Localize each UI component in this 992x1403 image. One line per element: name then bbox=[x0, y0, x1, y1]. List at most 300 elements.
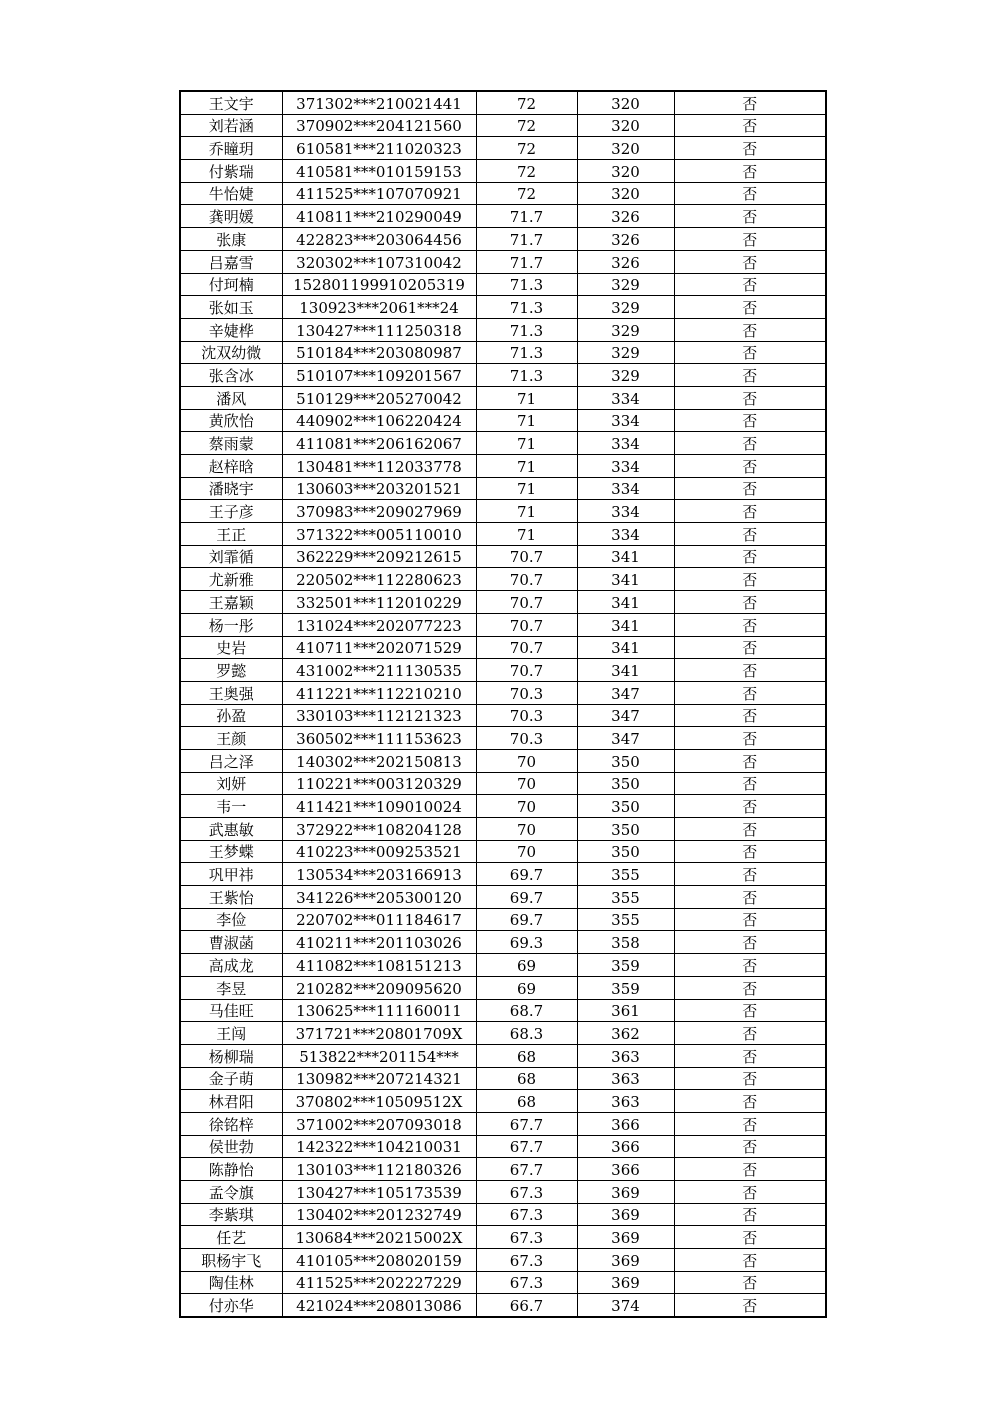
status-cell: 否 bbox=[674, 1112, 826, 1135]
rank-cell: 366 bbox=[577, 1112, 674, 1135]
status-cell: 否 bbox=[674, 91, 826, 114]
candidate-name-cell: 赵梓晗 bbox=[180, 455, 282, 478]
rank-cell: 341 bbox=[577, 636, 674, 659]
candidate-name-cell: 王颜 bbox=[180, 727, 282, 750]
rank-cell: 326 bbox=[577, 205, 674, 228]
score-cell: 70.7 bbox=[476, 636, 577, 659]
table-row bbox=[180, 636, 826, 659]
score-cell: 70 bbox=[476, 840, 577, 863]
candidate-name-cell: 吕之泽 bbox=[180, 749, 282, 772]
rank-cell: 329 bbox=[577, 364, 674, 387]
status-cell: 否 bbox=[674, 477, 826, 500]
id-number-cell: 142322***104210031 bbox=[282, 1135, 476, 1158]
candidate-name-cell: 王嘉颖 bbox=[180, 591, 282, 614]
table-row bbox=[180, 1294, 826, 1317]
status-cell: 否 bbox=[674, 659, 826, 682]
table-row bbox=[180, 749, 826, 772]
status-cell: 否 bbox=[674, 818, 826, 841]
table-row bbox=[180, 296, 826, 319]
rank-cell: 350 bbox=[577, 818, 674, 841]
rank-cell: 320 bbox=[577, 91, 674, 114]
table-row bbox=[180, 250, 826, 273]
candidate-name-cell: 杨柳瑞 bbox=[180, 1044, 282, 1067]
id-number-cell: 130427***111250318 bbox=[282, 318, 476, 341]
score-cell: 71 bbox=[476, 455, 577, 478]
status-cell: 否 bbox=[674, 908, 826, 931]
candidate-name-cell: 林君阳 bbox=[180, 1090, 282, 1113]
score-cell: 71.7 bbox=[476, 228, 577, 251]
table-row bbox=[180, 182, 826, 205]
id-number-cell: 510184***203080987 bbox=[282, 341, 476, 364]
id-number-cell: 422823***203064456 bbox=[282, 228, 476, 251]
status-cell: 否 bbox=[674, 137, 826, 160]
rank-cell: 355 bbox=[577, 863, 674, 886]
id-number-cell: 130923***2061***24 bbox=[282, 296, 476, 319]
table-row bbox=[180, 795, 826, 818]
id-number-cell: 130427***105173539 bbox=[282, 1181, 476, 1204]
candidate-name-cell: 王文宇 bbox=[180, 91, 282, 114]
rank-cell: 341 bbox=[577, 591, 674, 614]
id-number-cell: 220702***011184617 bbox=[282, 908, 476, 931]
id-number-cell: 410581***010159153 bbox=[282, 160, 476, 183]
id-number-cell: 130481***112033778 bbox=[282, 455, 476, 478]
table-row bbox=[180, 1249, 826, 1272]
table-row bbox=[180, 455, 826, 478]
candidate-name-cell: 李俭 bbox=[180, 908, 282, 931]
candidate-name-cell: 刘妍 bbox=[180, 772, 282, 795]
status-cell: 否 bbox=[674, 1044, 826, 1067]
score-cell: 72 bbox=[476, 91, 577, 114]
rank-cell: 369 bbox=[577, 1181, 674, 1204]
status-cell: 否 bbox=[674, 432, 826, 455]
status-cell: 否 bbox=[674, 749, 826, 772]
status-cell: 否 bbox=[674, 999, 826, 1022]
candidate-name-cell: 张含冰 bbox=[180, 364, 282, 387]
candidate-name-cell: 李昱 bbox=[180, 976, 282, 999]
status-cell: 否 bbox=[674, 364, 826, 387]
table-row bbox=[180, 818, 826, 841]
status-cell: 否 bbox=[674, 455, 826, 478]
id-number-cell: 370802***10509512X bbox=[282, 1090, 476, 1113]
table-row bbox=[180, 908, 826, 931]
score-cell: 71.3 bbox=[476, 318, 577, 341]
id-number-cell: 421024***208013086 bbox=[282, 1294, 476, 1317]
id-number-cell: 210282***209095620 bbox=[282, 976, 476, 999]
table-row bbox=[180, 659, 826, 682]
score-cell: 68 bbox=[476, 1090, 577, 1113]
candidate-name-cell: 徐铭梓 bbox=[180, 1112, 282, 1135]
score-cell: 70 bbox=[476, 818, 577, 841]
id-number-cell: 130534***203166913 bbox=[282, 863, 476, 886]
candidate-name-cell: 陈静怡 bbox=[180, 1158, 282, 1181]
rank-cell: 326 bbox=[577, 228, 674, 251]
id-number-cell: 130103***112180326 bbox=[282, 1158, 476, 1181]
id-number-cell: 410223***009253521 bbox=[282, 840, 476, 863]
id-number-cell: 130625***111160011 bbox=[282, 999, 476, 1022]
candidate-name-cell: 杨一彤 bbox=[180, 613, 282, 636]
candidate-name-cell: 辛婕桦 bbox=[180, 318, 282, 341]
score-cell: 71 bbox=[476, 409, 577, 432]
candidate-name-cell: 刘若涵 bbox=[180, 114, 282, 137]
id-number-cell: 411421***109010024 bbox=[282, 795, 476, 818]
table-row bbox=[180, 318, 826, 341]
rank-cell: 329 bbox=[577, 341, 674, 364]
score-cell: 71 bbox=[476, 500, 577, 523]
score-cell: 67.7 bbox=[476, 1135, 577, 1158]
table-row bbox=[180, 523, 826, 546]
rank-cell: 341 bbox=[577, 613, 674, 636]
candidate-name-cell: 任艺 bbox=[180, 1226, 282, 1249]
score-cell: 68.7 bbox=[476, 999, 577, 1022]
status-cell: 否 bbox=[674, 296, 826, 319]
status-cell: 否 bbox=[674, 1294, 826, 1317]
rank-cell: 341 bbox=[577, 568, 674, 591]
candidate-name-cell: 职杨宇飞 bbox=[180, 1249, 282, 1272]
score-cell: 72 bbox=[476, 160, 577, 183]
status-cell: 否 bbox=[674, 386, 826, 409]
candidate-name-cell: 王子彦 bbox=[180, 500, 282, 523]
table-row bbox=[180, 976, 826, 999]
candidate-name-cell: 王紫怡 bbox=[180, 886, 282, 909]
score-cell: 68.3 bbox=[476, 1022, 577, 1045]
score-cell: 69.3 bbox=[476, 931, 577, 954]
table-row bbox=[180, 341, 826, 364]
status-cell: 否 bbox=[674, 976, 826, 999]
score-cell: 67.3 bbox=[476, 1203, 577, 1226]
rank-cell: 369 bbox=[577, 1203, 674, 1226]
score-cell: 67.7 bbox=[476, 1158, 577, 1181]
id-number-cell: 341226***205300120 bbox=[282, 886, 476, 909]
status-cell: 否 bbox=[674, 1090, 826, 1113]
rank-cell: 341 bbox=[577, 545, 674, 568]
rank-cell: 341 bbox=[577, 659, 674, 682]
candidate-name-cell: 王奥强 bbox=[180, 681, 282, 704]
status-cell: 否 bbox=[674, 182, 826, 205]
rank-cell: 334 bbox=[577, 477, 674, 500]
score-cell: 71.3 bbox=[476, 341, 577, 364]
score-cell: 67.3 bbox=[476, 1181, 577, 1204]
candidate-name-cell: 马佳旺 bbox=[180, 999, 282, 1022]
id-number-cell: 410105***208020159 bbox=[282, 1249, 476, 1272]
status-cell: 否 bbox=[674, 568, 826, 591]
table-row bbox=[180, 886, 826, 909]
status-cell: 否 bbox=[674, 772, 826, 795]
rank-cell: 334 bbox=[577, 432, 674, 455]
id-number-cell: 362229***209212615 bbox=[282, 545, 476, 568]
candidate-name-cell: 史岩 bbox=[180, 636, 282, 659]
score-cell: 69 bbox=[476, 954, 577, 977]
rank-cell: 366 bbox=[577, 1158, 674, 1181]
status-cell: 否 bbox=[674, 591, 826, 614]
status-cell: 否 bbox=[674, 228, 826, 251]
table-row bbox=[180, 91, 826, 114]
status-cell: 否 bbox=[674, 954, 826, 977]
rank-cell: 320 bbox=[577, 137, 674, 160]
status-cell: 否 bbox=[674, 1271, 826, 1294]
rank-cell: 329 bbox=[577, 318, 674, 341]
score-cell: 67.7 bbox=[476, 1112, 577, 1135]
id-number-cell: 440902***106220424 bbox=[282, 409, 476, 432]
table-row bbox=[180, 1022, 826, 1045]
table-body bbox=[180, 91, 826, 1317]
id-number-cell: 370983***209027969 bbox=[282, 500, 476, 523]
rank-cell: 329 bbox=[577, 296, 674, 319]
candidate-name-cell: 黄欣怡 bbox=[180, 409, 282, 432]
rank-cell: 326 bbox=[577, 250, 674, 273]
rank-cell: 369 bbox=[577, 1249, 674, 1272]
id-number-cell: 410811***210290049 bbox=[282, 205, 476, 228]
score-cell: 67.3 bbox=[476, 1226, 577, 1249]
rank-cell: 347 bbox=[577, 727, 674, 750]
id-number-cell: 370902***204121560 bbox=[282, 114, 476, 137]
score-cell: 70.3 bbox=[476, 681, 577, 704]
score-cell: 71 bbox=[476, 386, 577, 409]
rank-cell: 359 bbox=[577, 976, 674, 999]
candidate-name-cell: 王闯 bbox=[180, 1022, 282, 1045]
score-cell: 71.3 bbox=[476, 296, 577, 319]
candidate-name-cell: 高成龙 bbox=[180, 954, 282, 977]
score-cell: 70.3 bbox=[476, 704, 577, 727]
candidate-name-cell: 牛怡婕 bbox=[180, 182, 282, 205]
table-row bbox=[180, 681, 826, 704]
table-row bbox=[180, 432, 826, 455]
status-cell: 否 bbox=[674, 1135, 826, 1158]
id-number-cell: 410711***202071529 bbox=[282, 636, 476, 659]
table-row bbox=[180, 1271, 826, 1294]
rank-cell: 374 bbox=[577, 1294, 674, 1317]
score-cell: 68 bbox=[476, 1067, 577, 1090]
id-number-cell: 131024***202077223 bbox=[282, 613, 476, 636]
status-cell: 否 bbox=[674, 1158, 826, 1181]
id-number-cell: 332501***112010229 bbox=[282, 591, 476, 614]
score-cell: 68 bbox=[476, 1044, 577, 1067]
candidate-name-cell: 陶佳林 bbox=[180, 1271, 282, 1294]
score-cell: 70.7 bbox=[476, 613, 577, 636]
rank-cell: 362 bbox=[577, 1022, 674, 1045]
rank-cell: 334 bbox=[577, 455, 674, 478]
status-cell: 否 bbox=[674, 613, 826, 636]
score-cell: 67.3 bbox=[476, 1249, 577, 1272]
status-cell: 否 bbox=[674, 727, 826, 750]
id-number-cell: 431002***211130535 bbox=[282, 659, 476, 682]
table-row bbox=[180, 704, 826, 727]
score-cell: 71.3 bbox=[476, 364, 577, 387]
candidate-name-cell: 尤新雅 bbox=[180, 568, 282, 591]
table-row bbox=[180, 954, 826, 977]
id-number-cell: 130684***20215002X bbox=[282, 1226, 476, 1249]
candidate-name-cell: 付紫瑞 bbox=[180, 160, 282, 183]
rank-cell: 361 bbox=[577, 999, 674, 1022]
status-cell: 否 bbox=[674, 409, 826, 432]
score-cell: 71 bbox=[476, 477, 577, 500]
table-row bbox=[180, 386, 826, 409]
candidate-name-cell: 巩甲祎 bbox=[180, 863, 282, 886]
results-table bbox=[179, 90, 827, 1318]
id-number-cell: 130603***203201521 bbox=[282, 477, 476, 500]
candidate-name-cell: 武惠敏 bbox=[180, 818, 282, 841]
table-row bbox=[180, 205, 826, 228]
table-row bbox=[180, 931, 826, 954]
candidate-name-cell: 沈双幼微 bbox=[180, 341, 282, 364]
id-number-cell: 371322***005110010 bbox=[282, 523, 476, 546]
rank-cell: 334 bbox=[577, 409, 674, 432]
rank-cell: 334 bbox=[577, 386, 674, 409]
status-cell: 否 bbox=[674, 273, 826, 296]
score-cell: 69.7 bbox=[476, 886, 577, 909]
score-cell: 72 bbox=[476, 114, 577, 137]
id-number-cell: 411525***202227229 bbox=[282, 1271, 476, 1294]
rank-cell: 350 bbox=[577, 749, 674, 772]
rank-cell: 366 bbox=[577, 1135, 674, 1158]
id-number-cell: 411081***206162067 bbox=[282, 432, 476, 455]
score-cell: 69.7 bbox=[476, 863, 577, 886]
rank-cell: 359 bbox=[577, 954, 674, 977]
table-row bbox=[180, 409, 826, 432]
table-row bbox=[180, 591, 826, 614]
score-cell: 70.3 bbox=[476, 727, 577, 750]
rank-cell: 350 bbox=[577, 772, 674, 795]
status-cell: 否 bbox=[674, 1203, 826, 1226]
candidate-name-cell: 孟令旗 bbox=[180, 1181, 282, 1204]
id-number-cell: 371002***207093018 bbox=[282, 1112, 476, 1135]
id-number-cell: 152801199910205319 bbox=[282, 273, 476, 296]
table-row bbox=[180, 1158, 826, 1181]
score-cell: 71.7 bbox=[476, 250, 577, 273]
status-cell: 否 bbox=[674, 1067, 826, 1090]
score-cell: 70.7 bbox=[476, 568, 577, 591]
candidate-name-cell: 曹淑菡 bbox=[180, 931, 282, 954]
rank-cell: 363 bbox=[577, 1090, 674, 1113]
candidate-name-cell: 付亦华 bbox=[180, 1294, 282, 1317]
table-row bbox=[180, 863, 826, 886]
candidate-name-cell: 乔瞳玥 bbox=[180, 137, 282, 160]
status-cell: 否 bbox=[674, 341, 826, 364]
id-number-cell: 371302***210021441 bbox=[282, 91, 476, 114]
table-row bbox=[180, 999, 826, 1022]
table-row bbox=[180, 545, 826, 568]
id-number-cell: 411525***107070921 bbox=[282, 182, 476, 205]
table-row bbox=[180, 228, 826, 251]
table-row bbox=[180, 1090, 826, 1113]
candidate-name-cell: 侯世勃 bbox=[180, 1135, 282, 1158]
status-cell: 否 bbox=[674, 795, 826, 818]
id-number-cell: 110221***003120329 bbox=[282, 772, 476, 795]
rank-cell: 329 bbox=[577, 273, 674, 296]
table-row bbox=[180, 364, 826, 387]
rank-cell: 334 bbox=[577, 523, 674, 546]
id-number-cell: 411221***112210210 bbox=[282, 681, 476, 704]
status-cell: 否 bbox=[674, 500, 826, 523]
table-row bbox=[180, 1112, 826, 1135]
score-cell: 70.7 bbox=[476, 591, 577, 614]
status-cell: 否 bbox=[674, 250, 826, 273]
id-number-cell: 130982***207214321 bbox=[282, 1067, 476, 1090]
rank-cell: 320 bbox=[577, 114, 674, 137]
id-number-cell: 510129***205270042 bbox=[282, 386, 476, 409]
candidate-name-cell: 韦一 bbox=[180, 795, 282, 818]
status-cell: 否 bbox=[674, 840, 826, 863]
rank-cell: 363 bbox=[577, 1044, 674, 1067]
table-row bbox=[180, 1067, 826, 1090]
candidate-name-cell: 张康 bbox=[180, 228, 282, 251]
candidate-name-cell: 潘风 bbox=[180, 386, 282, 409]
id-number-cell: 513822***201154*** bbox=[282, 1044, 476, 1067]
status-cell: 否 bbox=[674, 114, 826, 137]
status-cell: 否 bbox=[674, 160, 826, 183]
rank-cell: 355 bbox=[577, 886, 674, 909]
score-cell: 70.7 bbox=[476, 659, 577, 682]
candidate-name-cell: 潘晓宇 bbox=[180, 477, 282, 500]
id-number-cell: 411082***108151213 bbox=[282, 954, 476, 977]
score-cell: 70 bbox=[476, 795, 577, 818]
score-cell: 71.3 bbox=[476, 273, 577, 296]
rank-cell: 355 bbox=[577, 908, 674, 931]
score-cell: 70.7 bbox=[476, 545, 577, 568]
id-number-cell: 610581***211020323 bbox=[282, 137, 476, 160]
status-cell: 否 bbox=[674, 1022, 826, 1045]
candidate-name-cell: 王梦蝶 bbox=[180, 840, 282, 863]
rank-cell: 320 bbox=[577, 182, 674, 205]
status-cell: 否 bbox=[674, 931, 826, 954]
candidate-name-cell: 罗懿 bbox=[180, 659, 282, 682]
table-row bbox=[180, 1203, 826, 1226]
rank-cell: 334 bbox=[577, 500, 674, 523]
table-row bbox=[180, 477, 826, 500]
table-row bbox=[180, 137, 826, 160]
id-number-cell: 371721***20801709X bbox=[282, 1022, 476, 1045]
id-number-cell: 410211***201103026 bbox=[282, 931, 476, 954]
candidate-name-cell: 孙盈 bbox=[180, 704, 282, 727]
status-cell: 否 bbox=[674, 886, 826, 909]
table-row bbox=[180, 1044, 826, 1067]
score-cell: 67.3 bbox=[476, 1271, 577, 1294]
candidate-name-cell: 王正 bbox=[180, 523, 282, 546]
score-cell: 70 bbox=[476, 749, 577, 772]
candidate-name-cell: 付珂楠 bbox=[180, 273, 282, 296]
id-number-cell: 130402***201232749 bbox=[282, 1203, 476, 1226]
id-number-cell: 220502***112280623 bbox=[282, 568, 476, 591]
candidate-name-cell: 张如玉 bbox=[180, 296, 282, 319]
status-cell: 否 bbox=[674, 1226, 826, 1249]
score-cell: 66.7 bbox=[476, 1294, 577, 1317]
id-number-cell: 330103***112121323 bbox=[282, 704, 476, 727]
score-cell: 71 bbox=[476, 432, 577, 455]
rank-cell: 347 bbox=[577, 681, 674, 704]
table-row bbox=[180, 500, 826, 523]
id-number-cell: 510107***109201567 bbox=[282, 364, 476, 387]
status-cell: 否 bbox=[674, 636, 826, 659]
score-cell: 71.7 bbox=[476, 205, 577, 228]
status-cell: 否 bbox=[674, 523, 826, 546]
status-cell: 否 bbox=[674, 545, 826, 568]
score-cell: 70 bbox=[476, 772, 577, 795]
table-row bbox=[180, 273, 826, 296]
rank-cell: 350 bbox=[577, 840, 674, 863]
rank-cell: 350 bbox=[577, 795, 674, 818]
table-row bbox=[180, 568, 826, 591]
id-number-cell: 320302***107310042 bbox=[282, 250, 476, 273]
table-row bbox=[180, 114, 826, 137]
score-cell: 72 bbox=[476, 182, 577, 205]
rank-cell: 363 bbox=[577, 1067, 674, 1090]
table-row bbox=[180, 160, 826, 183]
rank-cell: 347 bbox=[577, 704, 674, 727]
status-cell: 否 bbox=[674, 704, 826, 727]
candidate-name-cell: 金子萌 bbox=[180, 1067, 282, 1090]
table-row bbox=[180, 1226, 826, 1249]
table-row bbox=[180, 613, 826, 636]
status-cell: 否 bbox=[674, 318, 826, 341]
